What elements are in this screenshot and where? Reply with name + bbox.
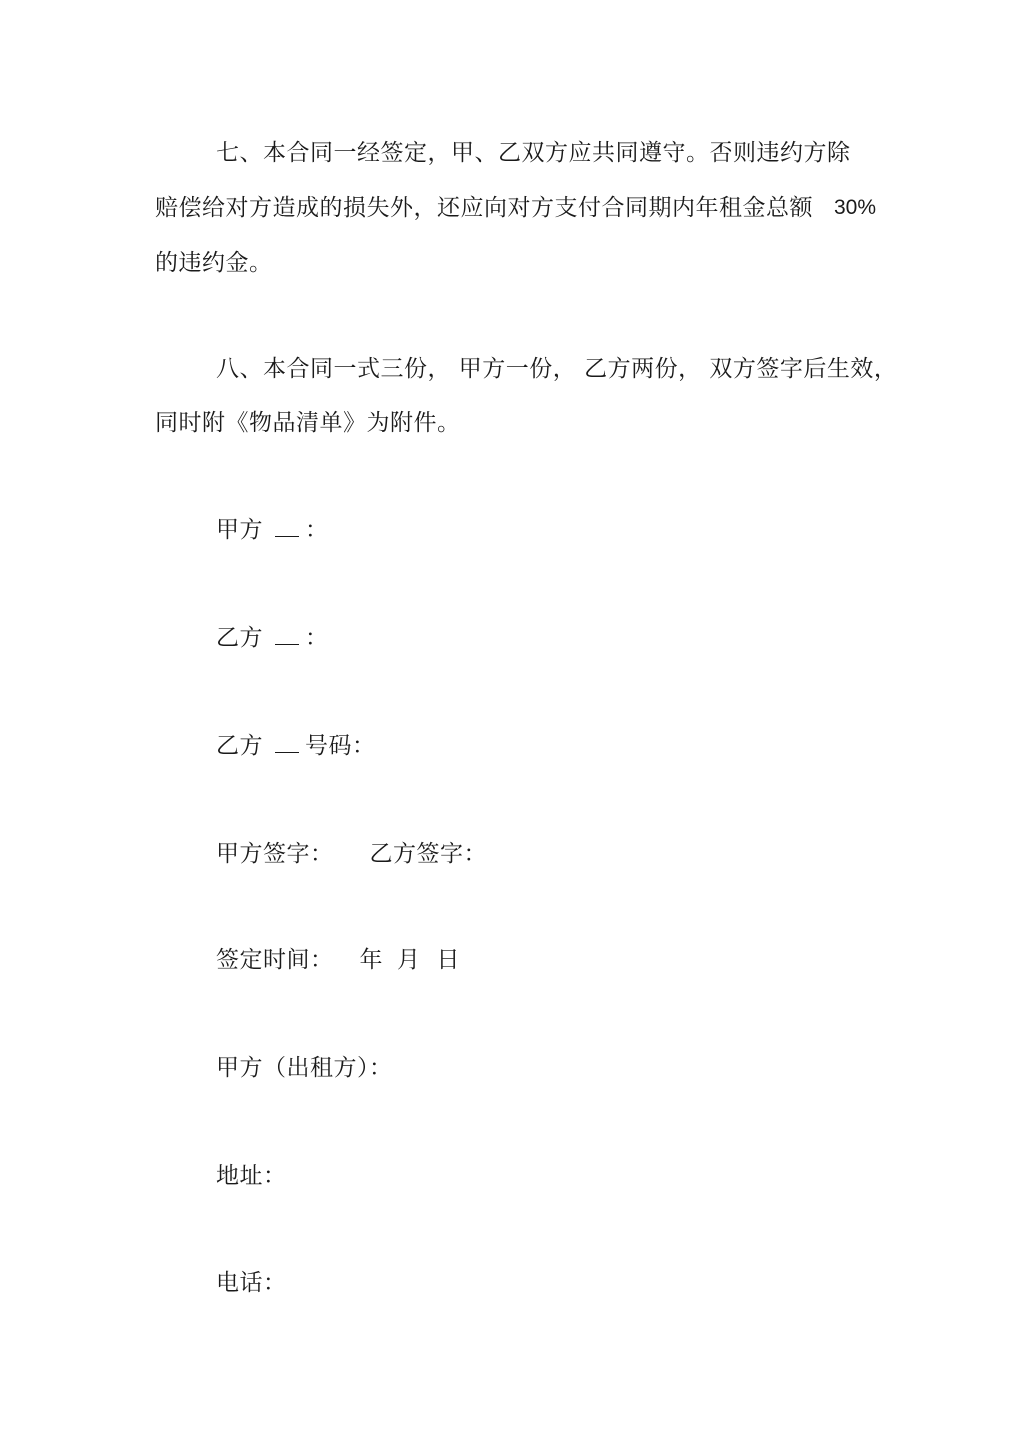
clause-7-line-3: 的违约金。 (155, 250, 273, 276)
party-b-phone-blank (275, 736, 299, 753)
party-b-phone-field (216, 731, 376, 761)
party-b-blank (275, 628, 299, 645)
day-label: 日 (436, 947, 460, 973)
clause-7-percent: 30% (834, 196, 877, 219)
month-label: 月 (397, 947, 421, 973)
year-label: 年 (359, 947, 383, 973)
party-a-signature-label: 甲方签字： (216, 841, 334, 867)
clause-8-line-1: 八、本合同一式三份， 甲方一份， 乙方两份， 双方签字后生效， (216, 356, 898, 382)
clause-7-line-1: 七、本合同一经签定，甲、乙双方应共同遵守。否则违约方除 (216, 140, 851, 166)
signing-time-label: 签定时间： (216, 947, 334, 973)
party-b-colon: ： (305, 625, 329, 651)
clause-7-line-2: 赔偿给对方造成的损失外，还应向对方支付合同期内年租金总额 (155, 195, 813, 221)
signing-time-row (216, 945, 460, 975)
party-b-phone-label: 乙方 (216, 733, 263, 759)
party-a-colon: ： (305, 517, 329, 543)
phone-label: 电话： (216, 1270, 287, 1296)
party-a-label: 甲方 (216, 517, 263, 543)
clause-8-line-2: 同时附《物品清单》为附件。 (155, 410, 461, 436)
signature-row (216, 839, 487, 869)
party-b-label: 乙方 (216, 625, 263, 651)
party-b-field (216, 623, 329, 653)
party-a-blank (275, 520, 299, 537)
party-b-signature-label: 乙方签字： (369, 841, 487, 867)
party-b-phone-suffix: 号码： (305, 733, 376, 759)
party-a-field (216, 515, 329, 545)
lessor-label: 甲方（出租方）： (216, 1055, 393, 1081)
address-label: 地址： (216, 1163, 287, 1189)
